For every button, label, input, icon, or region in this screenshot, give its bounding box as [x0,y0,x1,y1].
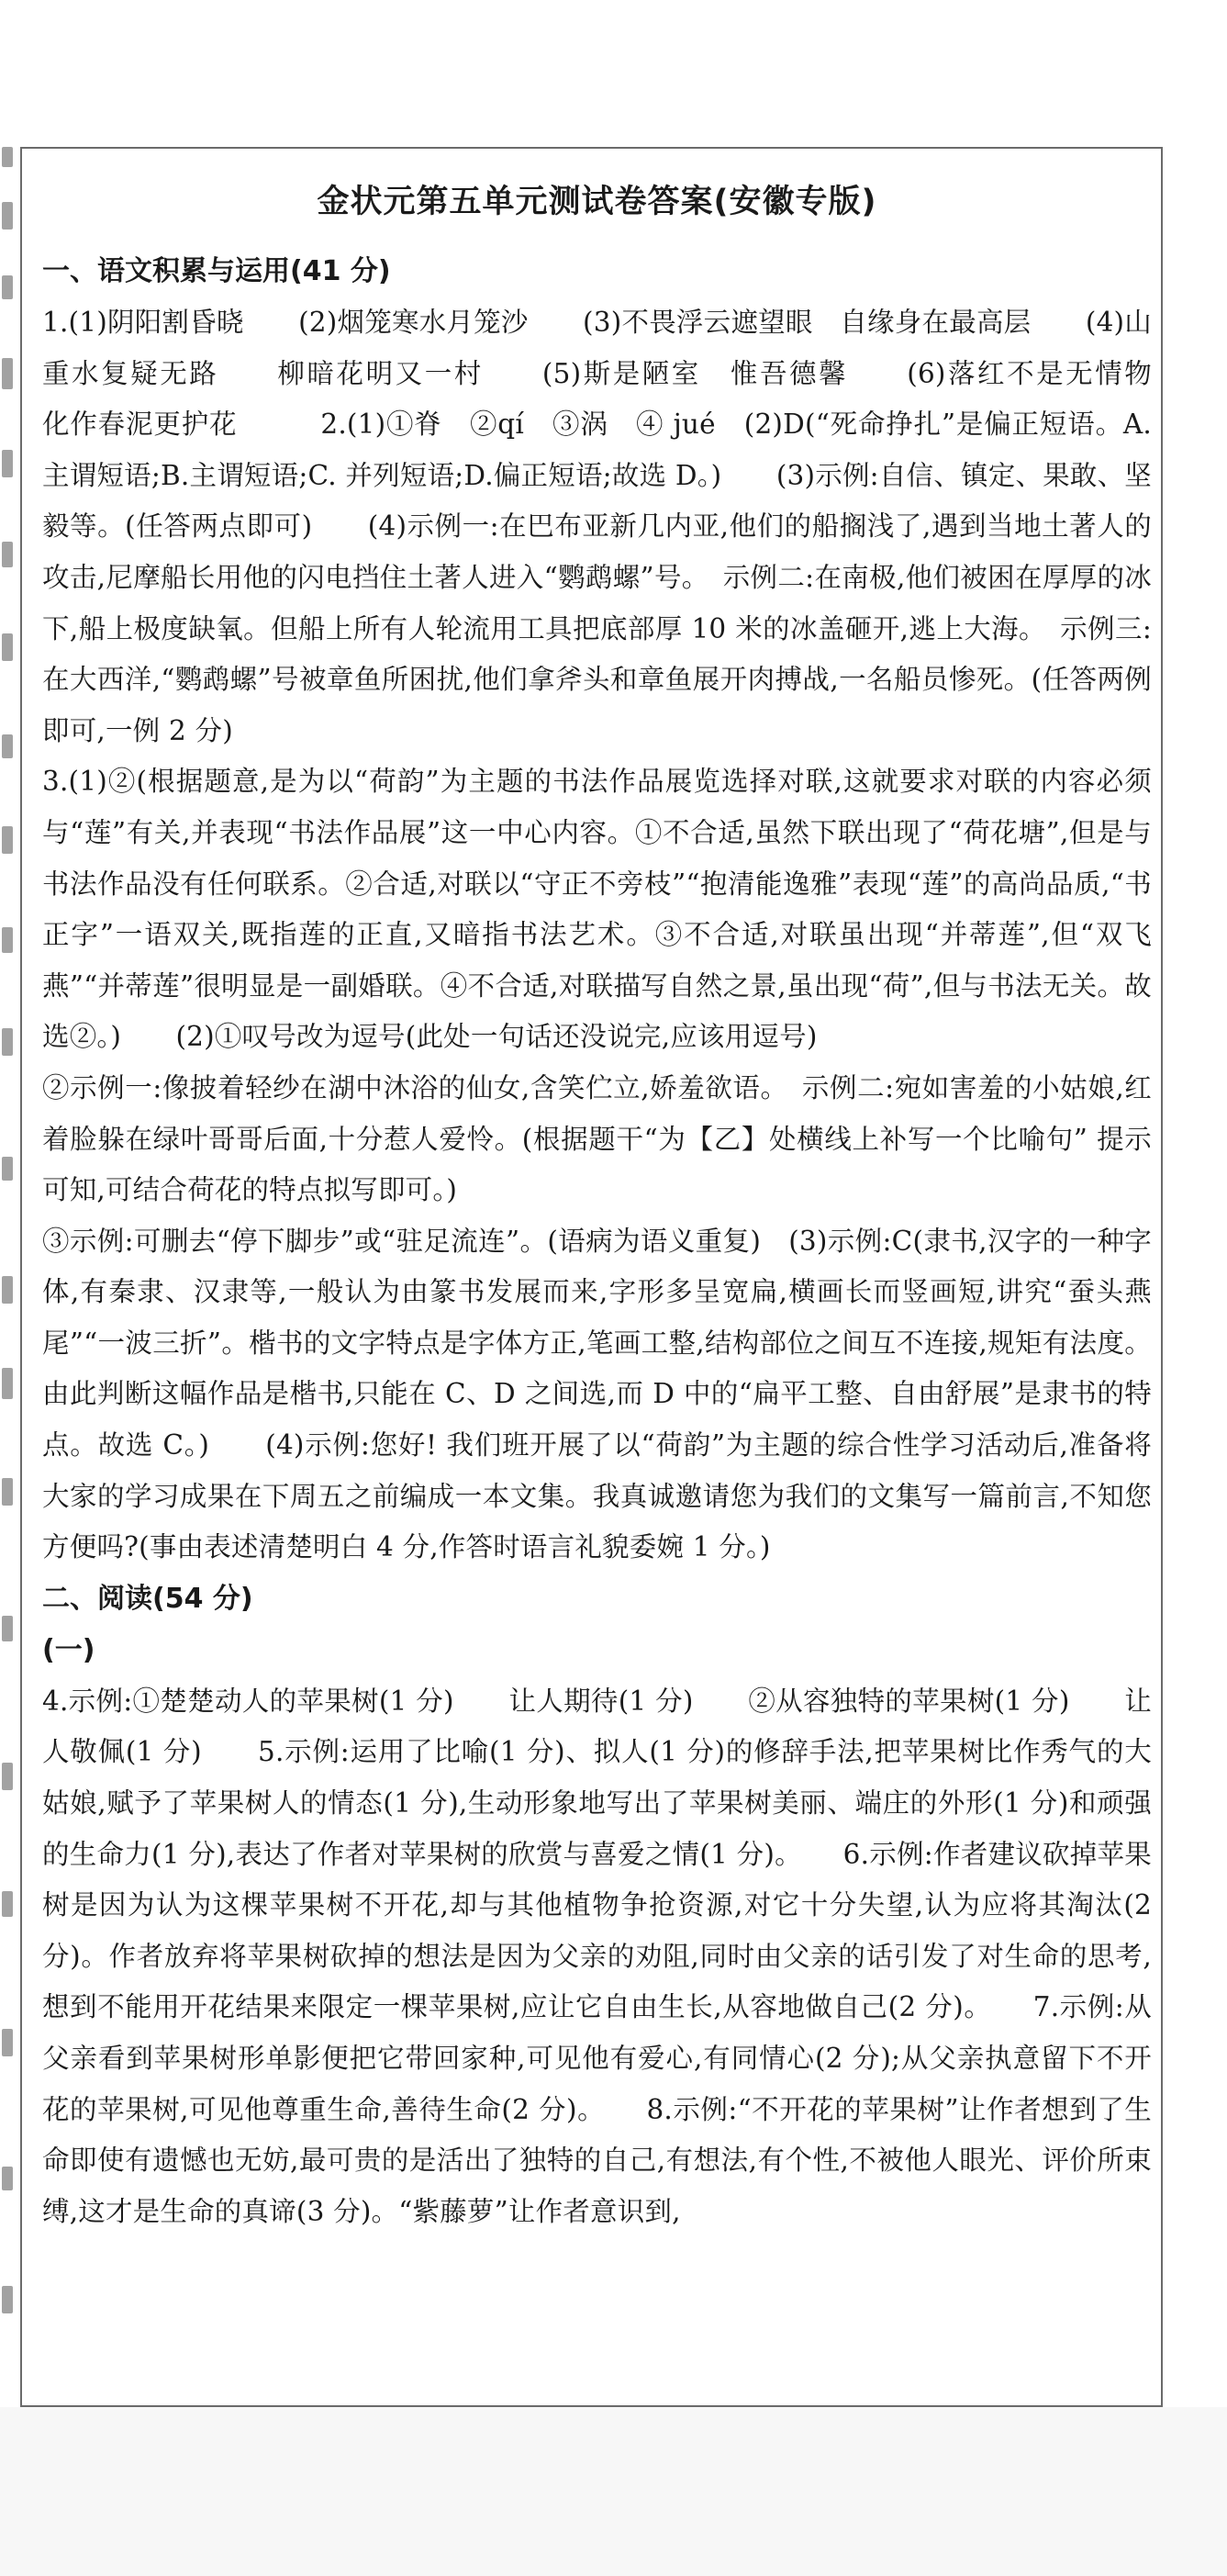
subsection-heading: (一) [42,1633,95,1666]
binding-mark [2,358,13,389]
binding-mark [2,1891,13,1917]
binding-mark [2,147,13,167]
section-heading-language: 一、语文积累与运用(41 分) [42,255,391,287]
answer-paragraph [42,1216,1152,1574]
page-title: 金状元第五单元测试卷答案(安徽专版) [317,184,877,220]
binding-mark [2,1157,13,1181]
binding-mark [2,1763,13,1790]
answer-sheet [20,147,1207,2407]
answer-text: 1.(1)阴阳割昏晓 (2)烟笼寒水月笼沙 (3)不畏浮云遮望眼 自缘身在最高层 (4)山重水复疑无路 柳暗花明又一村 (5)斯是陋室 惟吾德馨 (6)落红不是无情物 化作春泥更护花 2.(1)①脊 ②qí ③涡 ④ jué (2)D(“死命挣扎”是偏正短语。A.主谓短语;B.主谓短语;C. 并列短语;D.偏正短语;故选 D。) (3)示例:自信、镇定、果敢、坚毅等。(任答两点即可) (4)示例一:在巴布亚新几内亚,他们的船搁浅了,遇到当地土著人的攻击,尼摩船长用他的闪电挡住土著人进入“鹦鹉螺”号。 示例二:在南极,他们被困在厚厚的冰下,船上极度缺氧。但船上所有人轮流用工具把底部厚 10 米的冰盖砸开,逃上大海。 示例三:在大西洋,“鹦鹉螺”号被章鱼所困扰,他们拿斧头和章鱼展开肉搏战,一名船员惨死。(任答两例即可,一例 2 分) [42,307,1207,746]
binding-mark [2,1368,13,1399]
answer-content [42,162,1207,2237]
answer-text: ②示例一:像披着轻纱在湖中沐浴的仙女,含笑伫立,娇羞欲语。 示例二:宛如害羞的小姑娘,红着脸躲在绿叶哥哥后面,十分惹人爱怜。(根据题干“为【乙】处横线上补写一个比喻句” 提示可知,可结合荷花的特点拟写即可。) [42,1071,1152,1206]
answer-text: ③示例:可删去“停下脚步”或“驻足流连”。(语病为语义重复) (3)示例:C(隶书,汉字的一种字体,有秦隶、汉隶等,一般认为由篆书发展而来,字形多呈宽扁,横画长而竖画短,讲究“蚕头燕尾”“一波三折”。楷书的文字特点是字体方正,笔画工整,结构部位之间互不连接,规矩有法度。由此判断这幅作品是楷书,只能在 C、D 之间选,而 D 中的“扁平工整、自由舒展”是隶书的特点。故选 C。) (4)示例:您好! 我们班开展了以“荷韵”为主题的综合性学习活动后,准备将大家的学习成果在下周五之前编成一本文集。我真诚邀请您为我们的文集写一篇前言,不知您方便吗?(事由表述清楚明白 4 分,作答时语言礼貌委婉 1 分。) [42,1225,1152,1563]
answer-text: 4.示例:①楚楚动人的苹果树(1 分) 让人期待(1 分) ②从容独特的苹果树(1 分) 让人敬佩(1 分) 5.示例:运用了比喻(1 分)、拟人(1 分)的修辞手法,把苹果树比作秀气的大姑娘,赋予了苹果树人的情态(1 分),生动形象地写出了苹果树美丽、端庄的外形(1 分)和顽强的生命力(1 分),表达了作者对苹果树的欣赏与喜爱之情(1 分)。 6.示例:作者建议砍掉苹果树是因为认为这棵苹果树不开花,却与其他植物争抢资源,对它十分失望,认为应将其淘汰(2 分)。作者放弃将苹果树砍掉的想法是因为父亲的劝阻,同时由父亲的话引发了对生命的思考,想到不能用开花结果来限定一棵苹果树,应让它自由生长,从容地做自己(2 分)。 7.示例:从父亲看到苹果树形单影便把它带回家种,可见他有爱心,有同情心(2 分);从父亲执意留下不开花的苹果树,可见他尊重生命,善待生命(2 分)。 8.示例:“不开花的苹果树”让作者想到了生命即使有遗憾也无妨,最可贵的是活出了独特的自己,有想法,有个性,不被他人眼光、评价所束缚,这才是生命的真谛(3 分)。“紫藤萝”让作者意识到, [42,1685,1161,2227]
answer-text: 3.(1)②(根据题意,是为以“荷韵”为主题的书法作品展览选择对联,这就要求对联的内容必须与“莲”有关,并表现“书法作品展”这一中心内容。①不合适,虽然下联出现了“荷花塘”,但是与书法作品没有任何联系。②合适,对联以“守正不旁枝”“抱清能逸雅”表现“莲”的高尚品质,“书正字”一语双关,既指莲的正直,又暗指书法艺术。③不合适,对联虽出现“并蒂莲”,但“双飞燕”“并蒂莲”很明显是一副婚联。④不合适,对联描写自然之景,虽出现“荷”,但与书法无关。故选②。) (2)①叹号改为逗号(此处一句话还没说完,应该用逗号) [42,766,1152,1053]
answer-paragraph [42,1676,1161,2238]
binding-mark [2,734,13,758]
binding-mark [2,2167,13,2190]
answer-paragraph [42,756,1152,1063]
answer-paragraph [42,297,1207,756]
binding-mark [2,202,13,230]
binding-mark [2,542,13,567]
page-bottom-margin [0,2407,1227,2576]
binding-mark [2,633,13,661]
binding-mark [2,1478,13,1506]
binding-mark [2,1616,13,1641]
answer-paragraph [42,1063,1152,1216]
section-heading-reading: 二、阅读(54 分) [42,1582,253,1615]
binding-mark [2,2286,13,2313]
binding-mark [2,450,13,477]
binding-mark [2,1028,13,1056]
binding-mark [2,826,13,854]
binding-mark [2,2029,13,2056]
binding-mark [2,1276,13,1304]
binding-mark [2,927,13,953]
binding-mark [2,275,13,299]
binding-margin [0,147,18,2405]
